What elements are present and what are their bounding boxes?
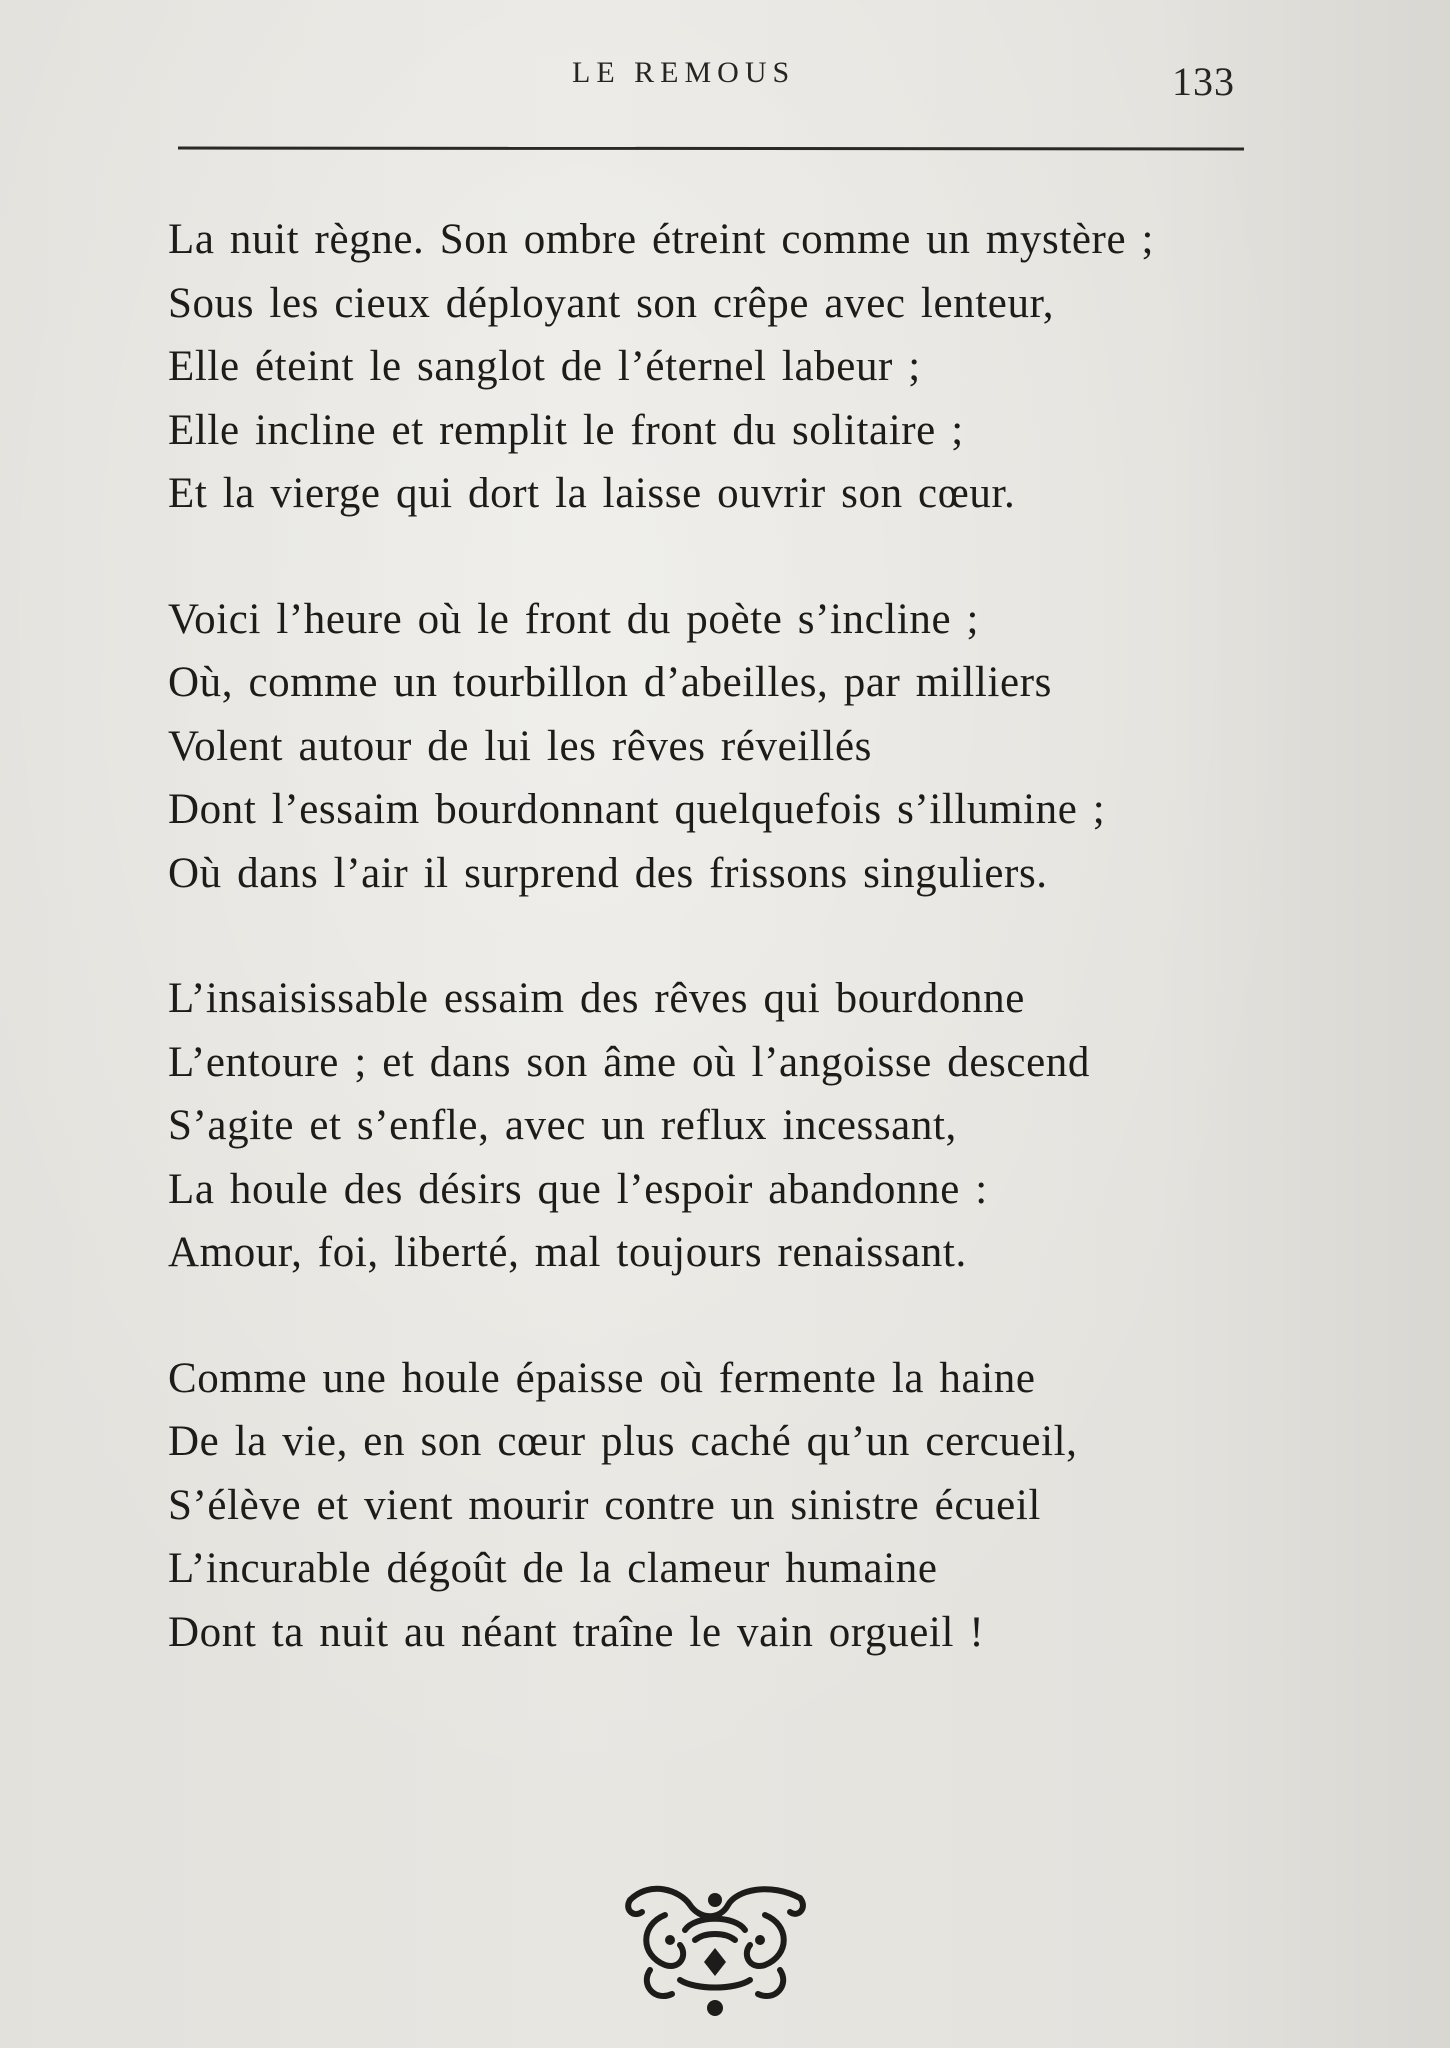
header-rule (178, 147, 1244, 151)
verse-line: La houle des désirs que l’espoir abandonne : (168, 1165, 988, 1213)
stanza-3 (168, 967, 1288, 1285)
verse-line: Où, comme un tourbillon d’abeilles, par milliers (168, 659, 1052, 706)
verse-line: L’insaisissable essaim des rêves qui bourdonne (168, 975, 1025, 1022)
verse-line: Où dans l’air il surprend des frissons singuliers. (168, 849, 1048, 897)
verse-line: Volent autour de lui les rêves réveillés (168, 722, 872, 770)
poem (168, 208, 1288, 1726)
running-title: LE REMOUS (572, 56, 796, 89)
verse-line: S’agite et s’enfle, avec un reflux incessant, (168, 1102, 957, 1149)
stanza-4 (168, 1347, 1288, 1665)
verse-line: Amour, foi, liberté, mal toujours renaissant. (168, 1229, 967, 1276)
page-number: 133 (1172, 59, 1235, 104)
verse-line: Voici l’heure où le front du poète s’incline ; (168, 595, 980, 643)
verse-line: Sous les cieux déployant son crêpe avec lenteur, (168, 279, 1055, 327)
verse-line: Comme une houle épaisse où fermente la haine (168, 1354, 1036, 1402)
verse-line: Et la vierge qui dort la laisse ouvrir son cœur. (168, 470, 1016, 517)
verse-line: De la vie, en son cœur plus caché qu’un cercueil, (168, 1418, 1078, 1465)
verse-line: L’incurable dégoût de la clameur humaine (168, 1545, 938, 1592)
verse-line: Elle incline et remplit le front du solitaire ; (168, 406, 964, 454)
verse-line: Dont ta nuit au néant traîne le vain orgueil ! (168, 1608, 985, 1656)
fleuron-tailpiece-icon (610, 1870, 820, 2020)
stanza-1 (168, 208, 1288, 526)
verse-line: Dont l’essaim bourdonnant quelquefois s’illumine ; (168, 786, 1106, 833)
verse-line: La nuit règne. Son ombre étreint comme un mystère ; (168, 216, 1155, 263)
stanza-2 (168, 588, 1288, 906)
verse-line: S’élève et vient mourir contre un sinistre écueil (168, 1481, 1041, 1529)
verse-line: L’entoure ; et dans son âme où l’angoisse descend (168, 1038, 1090, 1086)
verse-line: Elle éteint le sanglot de l’éternel labeur ; (168, 343, 921, 390)
